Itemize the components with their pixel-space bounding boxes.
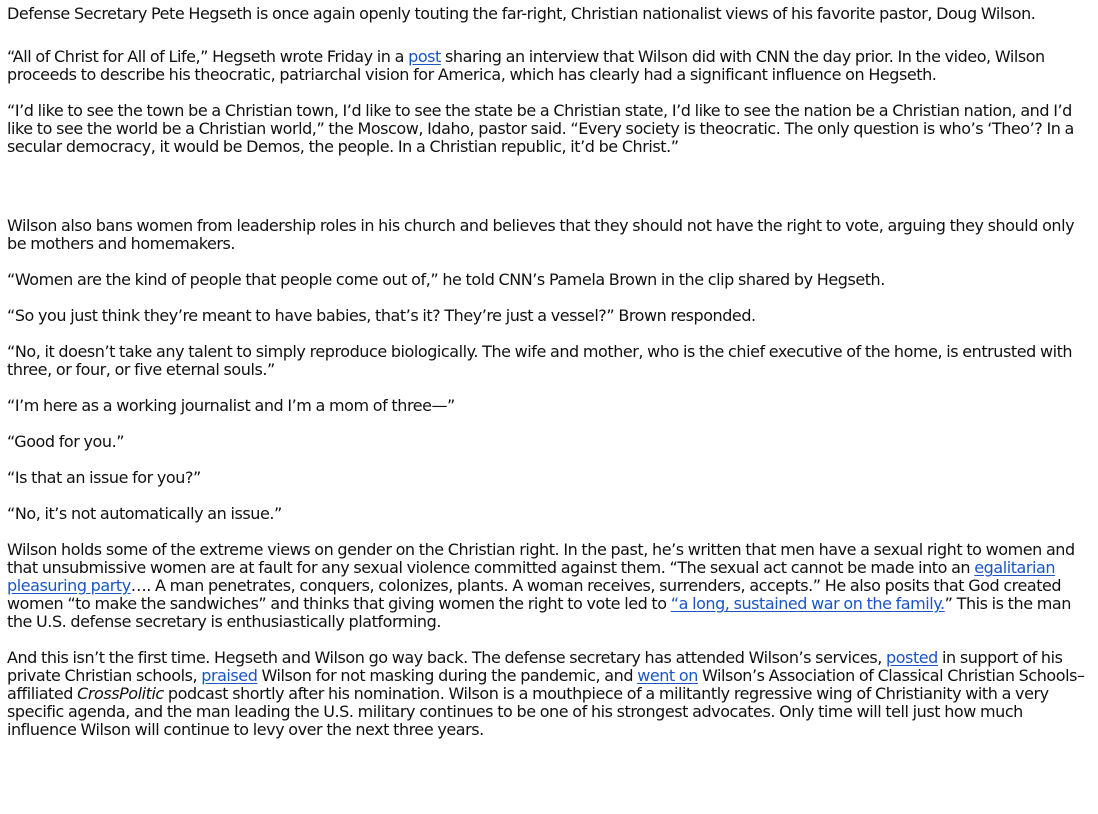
podcast-title: CrossPolitic — [77, 684, 164, 703]
paragraph-text: podcast shortly after his nomination. Wilson is a mouthpiece of a militantly regressive wing of Christianity with a very specific agenda, and the man leading the U.S. military continues to be one of his strongest advocates. Only time will tell just how much influence Wilson will continue to levy over the next three years. — [7, 684, 1049, 739]
paragraph-women-roles: Wilson also bans women from leadership roles in his church and believes that they should not have the right to vote, arguing they should only be mothers and homemakers. — [7, 216, 1075, 253]
paragraph-wilson-quote: “I’d like to see the town be a Christian town, I’d like to see the state be a Christian state, I’d like to see the nation be a Christian nation, and I’d like to see the world be a Christian world,” the Moscow, Idaho, pastor said. “Every society is theocratic. The only question is who’s ‘Theo’? In a secular democracy, it would be Demos, the people. In a Christian republic, it’d be Christ.” — [7, 101, 1074, 156]
paragraph-interview-5: “Good for you.” — [7, 432, 125, 451]
paragraph-text: in support of his private Christian schools, — [7, 648, 1063, 685]
paragraph-text: sharing an interview that Wilson did with CNN the day prior. In the video, Wilson proceeds to describe his theocratic, patriarchal vision for America, which has clearly had a significant influence on Hegseth. — [7, 47, 1045, 84]
post-link[interactable]: post — [408, 47, 441, 66]
paragraph-text: ” This is the man the U.S. defense secretary is enthusiastically platforming. — [7, 594, 1071, 631]
paragraph-history — [7, 649, 1090, 739]
paragraph-text: And this isn’t the first time. Hegseth and Wilson go way back. The defense secretary has attended Wilson’s services, — [7, 648, 887, 667]
paragraph-interview-2: “So you just think they’re meant to have babies, that’s it? They’re just a vessel?” Brown responded. — [7, 306, 756, 325]
paragraph-interview-4: “I’m here as a working journalist and I’m a mom of three—” — [7, 396, 455, 415]
posted-link[interactable]: posted — [886, 648, 938, 667]
paragraph-text: “All of Christ for All of Life,” Hegseth wrote Friday in a — [7, 47, 409, 66]
paragraph-interview-6: “Is that an issue for you?” — [7, 468, 201, 487]
paragraph-interview-7: “No, it’s not automatically an issue.” — [7, 504, 282, 523]
went-on-link[interactable]: went on — [637, 666, 698, 685]
paragraph-text: …. A man penetrates, conquers, colonizes, plants. A woman receives, surrenders, accepts.” He also posits that God created women “to make the sandwiches” and thinks that giving women the right to vote led to — [7, 576, 1062, 613]
paragraph-interview-3: “No, it doesn’t take any talent to simply reproduce biologically. The wife and mother, who is the chief executive of the home, is entrusted with three, or four, or five eternal souls.” — [7, 342, 1073, 379]
egalitarian-pleasuring-party-link[interactable]: egalitarian pleasuring party — [7, 558, 1056, 595]
praised-link[interactable]: praised — [201, 666, 258, 685]
paragraph-text: Wilson for not masking during the pandemic, and — [257, 666, 638, 685]
paragraph-hegseth-post — [7, 48, 1090, 84]
paragraph-text: Wilson’s Association of Classical Christian Schools–affiliated — [7, 666, 1085, 703]
paragraph-extreme-views — [7, 541, 1090, 631]
paragraph-text: Wilson holds some of the extreme views on gender on the Christian right. In the past, he’s written that men have a sexual right to women and that unsubmissive women are at fault for any sexual violence committed against them. “The sexual act cannot be made into an — [7, 540, 1075, 577]
war-on-the-family-link[interactable]: “a long, sustained war on the family. — [670, 594, 945, 613]
paragraph-intro: Defense Secretary Pete Hegseth is once again openly touting the far-right, Christian nationalist views of his favorite pastor, Doug Wilson. — [7, 4, 1036, 23]
paragraph-interview-1: “Women are the kind of people that people come out of,” he told CNN’s Pamela Brown in the clip shared by Hegseth. — [7, 270, 885, 289]
